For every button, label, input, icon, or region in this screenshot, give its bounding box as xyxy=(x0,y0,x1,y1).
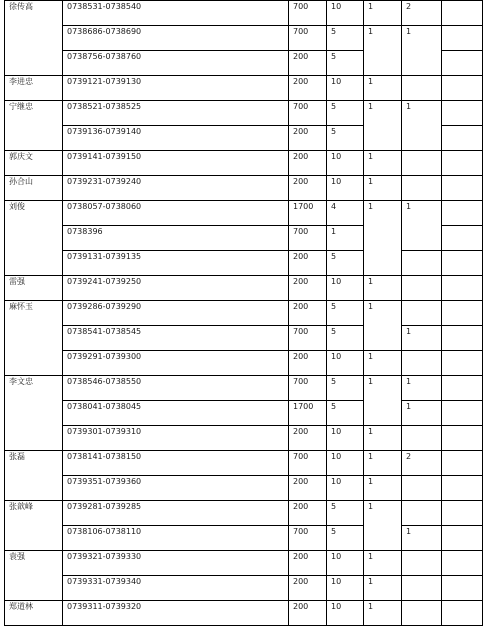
blank-cell xyxy=(442,126,483,151)
range-cell: 0738546-0738550 xyxy=(63,376,289,401)
range-cell: 0739281-0739285 xyxy=(63,501,289,526)
qty-cell: 200 xyxy=(289,351,327,376)
blank-cell xyxy=(442,501,483,526)
blank-cell xyxy=(442,526,483,551)
qty-cell: 700 xyxy=(289,101,327,126)
count-cell: 5 xyxy=(327,126,364,151)
table-row xyxy=(5,501,483,526)
count-cell: 5 xyxy=(327,51,364,76)
range-cell: 0739241-0739250 xyxy=(63,276,289,301)
blank-cell xyxy=(442,176,483,201)
blank-cell xyxy=(442,376,483,401)
col-a-cell: 1 xyxy=(364,476,402,501)
blank-cell xyxy=(442,301,483,326)
table-row xyxy=(5,401,483,426)
range-cell: 0738686-0738690 xyxy=(63,26,289,51)
range-cell: 0739136-0739140 xyxy=(63,126,289,151)
range-cell: 0739351-0739360 xyxy=(63,476,289,501)
range-cell: 0738106-0738110 xyxy=(63,526,289,551)
count-cell: 10 xyxy=(327,1,364,26)
col-b-cell xyxy=(402,601,442,626)
blank-cell xyxy=(442,351,483,376)
col-b-cell xyxy=(402,351,442,376)
name-cell: 孙合山 xyxy=(5,176,63,201)
name-cell: 张歆峰 xyxy=(5,501,63,551)
qty-cell: 700 xyxy=(289,226,327,251)
name-cell: 刘俊 xyxy=(5,201,63,276)
blank-cell xyxy=(442,451,483,476)
range-cell: 0739311-0739320 xyxy=(63,601,289,626)
col-a-cell: 1 xyxy=(364,601,402,626)
table-row xyxy=(5,201,483,226)
blank-cell xyxy=(442,251,483,276)
name-cell: 李文忠 xyxy=(5,376,63,451)
col-b-cell: 1 xyxy=(402,376,442,401)
count-cell: 10 xyxy=(327,176,364,201)
count-cell: 10 xyxy=(327,601,364,626)
table-row xyxy=(5,351,483,376)
col-b-cell: 1 xyxy=(402,326,442,351)
range-cell: 0739121-0739130 xyxy=(63,76,289,101)
col-a-cell: 1 xyxy=(364,501,402,551)
count-cell: 5 xyxy=(327,501,364,526)
col-b-cell xyxy=(402,151,442,176)
range-cell: 0739291-0739300 xyxy=(63,351,289,376)
blank-cell xyxy=(442,576,483,601)
range-cell: 0739131-0739135 xyxy=(63,251,289,276)
count-cell: 10 xyxy=(327,76,364,101)
count-cell: 5 xyxy=(327,401,364,426)
table-row xyxy=(5,426,483,451)
col-a-cell: 1 xyxy=(364,451,402,476)
qty-cell: 700 xyxy=(289,376,327,401)
qty-cell: 700 xyxy=(289,1,327,26)
count-cell: 10 xyxy=(327,576,364,601)
count-cell: 10 xyxy=(327,351,364,376)
qty-cell: 1700 xyxy=(289,201,327,226)
count-cell: 10 xyxy=(327,426,364,451)
name-cell: 徐传高 xyxy=(5,1,63,76)
table-row xyxy=(5,526,483,551)
col-b-cell: 1 xyxy=(402,526,442,551)
blank-cell xyxy=(442,226,483,251)
table-row xyxy=(5,551,483,576)
col-b-cell xyxy=(402,76,442,101)
col-a-cell: 1 xyxy=(364,576,402,601)
count-cell: 5 xyxy=(327,301,364,326)
qty-cell: 200 xyxy=(289,276,327,301)
col-a-cell: 1 xyxy=(364,201,402,276)
count-cell: 4 xyxy=(327,201,364,226)
blank-cell xyxy=(442,426,483,451)
col-a-cell: 1 xyxy=(364,276,402,301)
qty-cell: 200 xyxy=(289,301,327,326)
col-b-cell: 1 xyxy=(402,201,442,251)
range-cell: 0739231-0739240 xyxy=(63,176,289,201)
range-cell: 0738141-0738150 xyxy=(63,451,289,476)
table-row xyxy=(5,151,483,176)
table-row xyxy=(5,101,483,126)
range-cell: 0738521-0738525 xyxy=(63,101,289,126)
col-a-cell: 1 xyxy=(364,176,402,201)
count-cell: 1 xyxy=(327,226,364,251)
name-cell: 麻怀玉 xyxy=(5,301,63,376)
range-cell: 0738396 xyxy=(63,226,289,251)
range-cell: 0739286-0739290 xyxy=(63,301,289,326)
count-cell: 10 xyxy=(327,476,364,501)
col-b-cell xyxy=(402,301,442,326)
table-row xyxy=(5,451,483,476)
range-cell: 0739301-0739310 xyxy=(63,426,289,451)
range-cell: 0739321-0739330 xyxy=(63,551,289,576)
col-b-cell: 1 xyxy=(402,26,442,76)
qty-cell: 200 xyxy=(289,51,327,76)
blank-cell xyxy=(442,26,483,51)
qty-cell: 200 xyxy=(289,476,327,501)
col-b-cell xyxy=(402,551,442,576)
col-a-cell: 1 xyxy=(364,351,402,376)
table-row xyxy=(5,276,483,301)
count-cell: 5 xyxy=(327,26,364,51)
col-b-cell: 2 xyxy=(402,1,442,26)
range-cell: 0738756-0738760 xyxy=(63,51,289,76)
col-a-cell: 1 xyxy=(364,151,402,176)
qty-cell: 200 xyxy=(289,76,327,101)
table-row xyxy=(5,326,483,351)
blank-cell xyxy=(442,476,483,501)
blank-cell xyxy=(442,101,483,126)
qty-cell: 200 xyxy=(289,601,327,626)
count-cell: 5 xyxy=(327,101,364,126)
blank-cell xyxy=(442,326,483,351)
col-b-cell: 1 xyxy=(402,101,442,151)
col-a-cell: 1 xyxy=(364,376,402,426)
qty-cell: 200 xyxy=(289,426,327,451)
count-cell: 10 xyxy=(327,551,364,576)
col-a-cell: 1 xyxy=(364,301,402,351)
table-row xyxy=(5,601,483,626)
col-b-cell xyxy=(402,276,442,301)
count-cell: 5 xyxy=(327,526,364,551)
qty-cell: 200 xyxy=(289,551,327,576)
range-cell: 0739141-0739150 xyxy=(63,151,289,176)
qty-cell: 200 xyxy=(289,176,327,201)
table-row xyxy=(5,301,483,326)
range-cell: 0738057-0738060 xyxy=(63,201,289,226)
col-b-cell xyxy=(402,251,442,276)
blank-cell xyxy=(442,551,483,576)
col-b-cell xyxy=(402,476,442,501)
qty-cell: 200 xyxy=(289,501,327,526)
qty-cell: 700 xyxy=(289,451,327,476)
qty-cell: 200 xyxy=(289,576,327,601)
col-b-cell xyxy=(402,576,442,601)
blank-cell xyxy=(442,1,483,26)
name-cell: 李进忠 xyxy=(5,76,63,101)
range-cell: 0739331-0739340 xyxy=(63,576,289,601)
name-cell: 宁继忠 xyxy=(5,101,63,151)
table-row xyxy=(5,476,483,501)
col-b-cell xyxy=(402,176,442,201)
table-row xyxy=(5,251,483,276)
col-b-cell: 1 xyxy=(402,401,442,426)
blank-cell xyxy=(442,201,483,226)
blank-cell xyxy=(442,151,483,176)
qty-cell: 700 xyxy=(289,526,327,551)
col-b-cell: 2 xyxy=(402,451,442,476)
col-a-cell: 1 xyxy=(364,76,402,101)
col-b-cell xyxy=(402,501,442,526)
count-cell: 10 xyxy=(327,451,364,476)
table-row xyxy=(5,1,483,26)
name-cell: 郑道林 xyxy=(5,601,63,626)
range-cell: 0738541-0738545 xyxy=(63,326,289,351)
range-cell: 0738041-0738045 xyxy=(63,401,289,426)
col-b-cell xyxy=(402,426,442,451)
count-cell: 5 xyxy=(327,376,364,401)
table-row xyxy=(5,176,483,201)
range-cell: 0738531-0738540 xyxy=(63,1,289,26)
col-a-cell: 1 xyxy=(364,551,402,576)
blank-cell xyxy=(442,401,483,426)
blank-cell xyxy=(442,76,483,101)
count-cell: 10 xyxy=(327,151,364,176)
table-row xyxy=(5,76,483,101)
table-row xyxy=(5,576,483,601)
qty-cell: 700 xyxy=(289,26,327,51)
count-cell: 5 xyxy=(327,251,364,276)
qty-cell: 1700 xyxy=(289,401,327,426)
qty-cell: 200 xyxy=(289,151,327,176)
table-row xyxy=(5,376,483,401)
blank-cell xyxy=(442,276,483,301)
name-cell: 袁强 xyxy=(5,551,63,601)
count-cell: 5 xyxy=(327,326,364,351)
col-a-cell: 1 xyxy=(364,101,402,151)
allocation-table xyxy=(4,0,483,626)
col-a-cell: 1 xyxy=(364,1,402,26)
qty-cell: 200 xyxy=(289,126,327,151)
name-cell: 张磊 xyxy=(5,451,63,501)
name-cell: 雷强 xyxy=(5,276,63,301)
qty-cell: 700 xyxy=(289,326,327,351)
col-a-cell: 1 xyxy=(364,26,402,76)
blank-cell xyxy=(442,601,483,626)
name-cell: 郭庆文 xyxy=(5,151,63,176)
col-a-cell: 1 xyxy=(364,426,402,451)
blank-cell xyxy=(442,51,483,76)
count-cell: 10 xyxy=(327,276,364,301)
qty-cell: 200 xyxy=(289,251,327,276)
table-row xyxy=(5,26,483,51)
